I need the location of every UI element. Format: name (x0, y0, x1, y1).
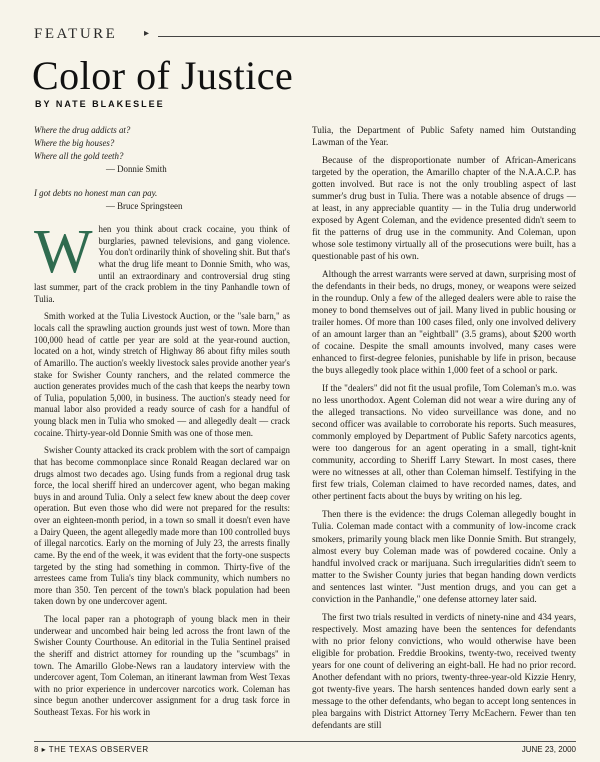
body-paragraph: Smith worked at the Tulia Livestock Auction, or the "sale barn," as locals call the sprawling auction grounds just west of town. More than 100,000 head of cattle per year are sold at the year-round auction, located on a hot, windy stretch of Highway 86 about fifty miles south of Amarillo. The auction's weekly livestock sales provide another year's stake for Swisher County ranchers, and the related commerce the auction generates provides much of the cash that keeps the nearby town of Tulia, population 5,000, in business. The auction's steady need for manual labor also provided a ready source of cash for a handful of young black men in Tulia who smoked — and allegedly dealt — crack cocaine. Thirty-year-old Donnie Smith was one of those men. (34, 311, 290, 438)
body-paragraph: The local paper ran a photograph of young black men in their underwear and uncombed hair being led across the front lawn of the Swisher County Courthouse. An editorial in the Tulia Sentinel praised the sheriff and district attorney for rounding up the "scumbags" in town. The Amarillo Globe-News ran a laudatory interview with the undercover agent, Tom Coleman, an itinerant lawman from West Texas with no prior experience in undercover narcotics work. Coleman has since begun another undercover assignment for a drug task force in Southeast Texas. For his work in (34, 614, 290, 717)
issue-date: JUNE 23, 2000 (521, 745, 576, 754)
epigraph-line: I got debts no honest man can pay. (34, 188, 158, 198)
section-header (34, 26, 574, 46)
section-label: FEATURE (34, 26, 118, 42)
headline: Color of Justice (32, 53, 294, 98)
folio: 8 ▸ THE TEXAS OBSERVER (34, 745, 149, 754)
epigraph-attribution: — Bruce Springsteen (106, 201, 183, 211)
body-paragraph: Then there is the evidence: the drugs Coleman allegedly bought in Tulia. Coleman made contact with a community of low-income crack smokers, primarily young black men like Donnie Smith. But strangely, almost every buy Coleman made was of powdered cocaine. Only a handful involved crack or marijuana. Such irregularities didn't seem to matter to the Swisher County juries that began handing down verdicts and sentences last winter. "Just mention drugs, and you can get a conviction in the Panhandle," one defense attorney later said. (312, 509, 576, 604)
right-column (312, 124, 576, 737)
byline: BY NATE BLAKESLEE (35, 99, 165, 109)
epigraph-attribution: — Donnie Smith (106, 164, 167, 174)
body-paragraph (34, 218, 290, 305)
left-column (34, 124, 290, 725)
body-paragraph: If the "dealers" did not fit the usual profile, Tom Coleman's m.o. was no less unorthodox. Agent Coleman did not wear a wire during any of the alleged transactions. No video surveillance was done, and no second officer was available to corroborate his reports. Such measures, commonly employed by Department of Public Safety narcotics agents, were too dangerous for an agent operating in a small, tight-knit community, according to Sheriff Larry Stewart. In most cases, there were no witnesses at all, other than Coleman himself. Testifying in the first few trials, Coleman claimed to have recorded names, dates, and other pertinent facts about the buys by writing on his leg. (312, 383, 576, 502)
body-paragraph: The first two trials resulted in verdicts of ninety-nine and 434 years, respectively. Most amazing have been the sentences for defendants with no prior felony convictions, who would otherwise have been eligible for probation. Freddie Brookins, twenty-two, received twenty years for one count of delivering an eight-ball. He had no prior record. Another defendant with no priors, twenty-three-year-old Kizzie Henry, got twenty-five years. The harsh sentences handed down early sent a message to the other defendants, who began to accept long sentences in plea bargains with District Attorney Terry McEachern. Fewer than ten defendants are still (312, 611, 576, 730)
section-rule (158, 36, 600, 37)
body-paragraph: Tulia, the Department of Public Safety named him Outstanding Lawman of the Year. (312, 125, 576, 148)
epigraph-line: Where the drug addicts at? (34, 125, 131, 135)
page-footer (34, 741, 576, 756)
epigraph-2 (34, 187, 290, 213)
arrow-right-icon: ▸ (144, 28, 150, 39)
epigraph-line: Where the big houses? (34, 138, 115, 148)
body-paragraph: Swisher County attacked its crack problem with the sort of campaign that has become commonplace since Ronald Reagan declared war on drugs almost two decades ago. Using funds from a regional drug task force, the local sheriff hired an undercover agent, who began making buys in and around Tulia. Only a select few knew about the deep cover operation. But even those who did were not prepared for the results: over an eighteen-month period, in a town so small it doesn't even have a Dairy Queen, the agent allegedly made more than 100 controlled buys of illegal narcotics. Early on the morning of July 23, the arrests finally came. By the end of the week, it was evident that the forty-one suspects targeted by the sting had something in common. Thirty-five of the arrestees came from Tulia's tiny black community, which numbers no more than 350. Ten percent of the town's black population had been taken down by one undercover agent. (34, 445, 290, 607)
epigraph-1 (34, 124, 290, 176)
dropcap: W (34, 218, 93, 286)
body-paragraph: Although the arrest warrants were served at dawn, surprising most of the defendants in their beds, no drugs, money, or weapons were seized in the roundup. Only a few of the alleged dealers were able to raise the money to bond themselves out of jail. Many lived in public housing or trailer homes. Of more than 100 cases filed, only one involved delivery of an amount larger than an "eightball" (3.5 grams), about $200 worth of cocaine. Despite the small amounts involved, many cases were enhanced to first-degree felonies, punishable by life in prison, because the buys allegedly took place within 1,000 feet of a school or park. (312, 269, 576, 376)
body-paragraph: Because of the disproportionate number of African-Americans targeted by the operation, the Amarillo chapter of the N.A.A.C.P. has gotten involved. But race is not the only troubling aspect of last summer's drug bust in Tulia. There was a notable absence of drugs — at least, in any appreciable quantity — in the Tulia drug underworld exposed by Agent Coleman, and the evidence presented didn't seem to fit the patterns of drug use in the community. And Coleman, upon whose sole testimony virtually all of the prosecutions were built, has a questionable past of his own. (312, 155, 576, 262)
paragraph-text: hen you think about crack cocaine, you think of burglaries, pawned televisions, and gang violence. You don't ordinarily think of shoveling shit. But that's what the drug life meant to Donnie Smith, who was, until an extraordinary and controversial drug sting last summer, part of the crack problem in the tiny Panhandle town of Tulia. (34, 224, 290, 304)
epigraph-line: Where all the gold teeth? (34, 151, 124, 161)
